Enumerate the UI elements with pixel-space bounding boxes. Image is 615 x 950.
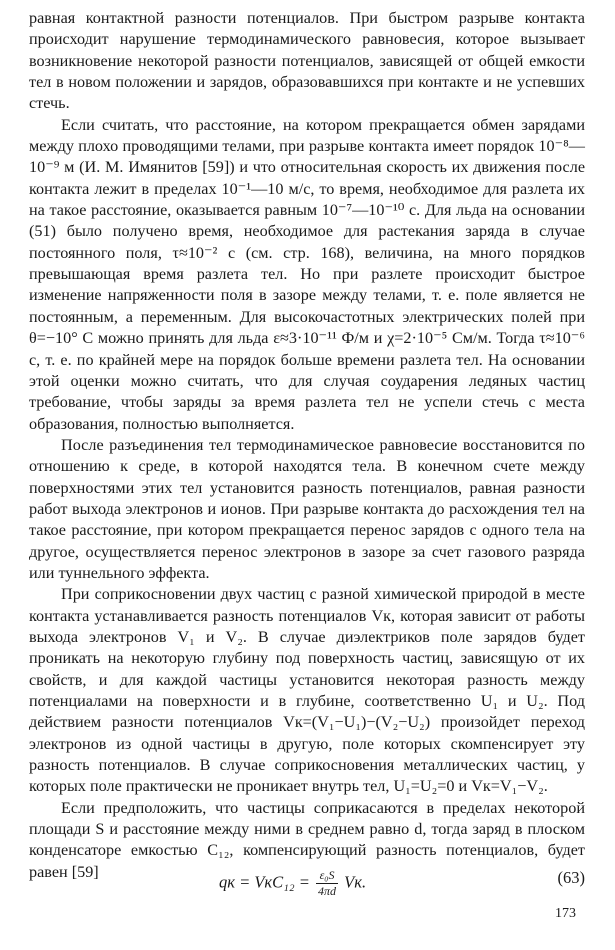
body-text xyxy=(29,8,585,883)
equation-lhs: qк = VкC₁₂ = xyxy=(219,872,310,892)
equation-fraction xyxy=(316,868,338,899)
paragraph-4: При соприкосновении двух частиц с разной химической природой в месте контакта устанавливается разность потенциалов Vк, которая зависит от работы выхода электронов V₁ и V₂. В случае диэлектриков поле зарядов будет проникать на некоторую глубину под поверхность частиц, зависящую от их свойств, и для каждой частицы установится некоторая разность между потенциалами на поверхности и в глубине, соответственно U₁ и U₂. Под действием разности потенциалов Vк=(V₁−U₁)−(V₂−U₂) произойдет переход электронов из одной частицы в другую, поле которых скомпенсирует эту разность потенциалов. В случае соприкосновения металлических частиц, у которых поле практически не проникает внутрь тел, U₁=U₂=0 и Vк=V₁−V₂. xyxy=(29,585,585,796)
paragraph-1: равная контактной разности потенциалов. При быстром разрыве контакта происходит нарушение термодинамического равновесия, которое вызывает возникновение некоторой разности потенциалов, зависящей от общей емкости тел в новом положении и зарядов, образовавшихся при контакте и не успевших стечь. xyxy=(29,9,585,113)
paragraph-3: После разъединения тел термодинамическое равновесие восстановится по отношению к среде, в которой находятся тела. В конечном счете между поверхностями этих тел установится разность потенциалов, равная разности работ выхода электронов и ионов. При разрыве контакта до расхождения тел на такое расстояние, при котором прекращается перенос зарядов с одного тела на другое, осуществляется перенос электронов в зазоре за счет газового разряда или туннельного эффекта. xyxy=(29,435,585,582)
equation-63 xyxy=(29,862,585,898)
equation-rhs: Vк. xyxy=(344,872,367,892)
fraction-numerator: ε₀S xyxy=(316,868,338,884)
paragraph-2: Если считать, что расстояние, на котором прекращается обмен зарядами между плохо проводящими телами, при разрыве контакта имеет порядок 10⁻⁸—10⁻⁹ м (И. М. Имянитов [59]) и что относительная скорость их движения после контакта лежит в пределах 10⁻¹—10 м/с, то время, необходимое для разлета их на такое расстояние, оказывается равным 10⁻⁷—10⁻¹⁰ с. Для льда на основании (51) было получено время, необходимое для растекания заряда в случае постоянного поля, τ≈10⁻² с (см. стр. 168), величина, на много порядков превышающая время разлета тел. Но при разлете происходит быстрое изменение напряженности поля в зазоре между телами, т. е. поле является не постоянным, а переменным. Для высокочастотных электрических полей при θ=−10° С можно принять для льда ε≈3·10⁻¹¹ Ф/м и χ=2·10⁻⁵ См/м. Тогда τ≈10⁻⁶ с, т. е. по крайней мере на порядок больше времени разлета тел. На основании этой оценки можно считать, что для случая соударения ледяных частиц требование, чтобы заряды за время разлета тел не успели стечь с места образования, полностью выполняется. xyxy=(29,115,585,433)
fraction-denominator: 4πd xyxy=(318,884,337,898)
equation-body xyxy=(219,868,366,899)
page-number: 173 xyxy=(555,906,576,921)
paragraph-5: Если предположить, что частицы соприкасаются в пределах некоторой площади S и расстояние между ними в среднем равно d, тогда заряд в плоском конденсаторе емкостью C₁₂, компенсирующий разность потенциалов, будет равен [59] xyxy=(29,798,585,881)
equation-number: (63) xyxy=(557,868,585,887)
